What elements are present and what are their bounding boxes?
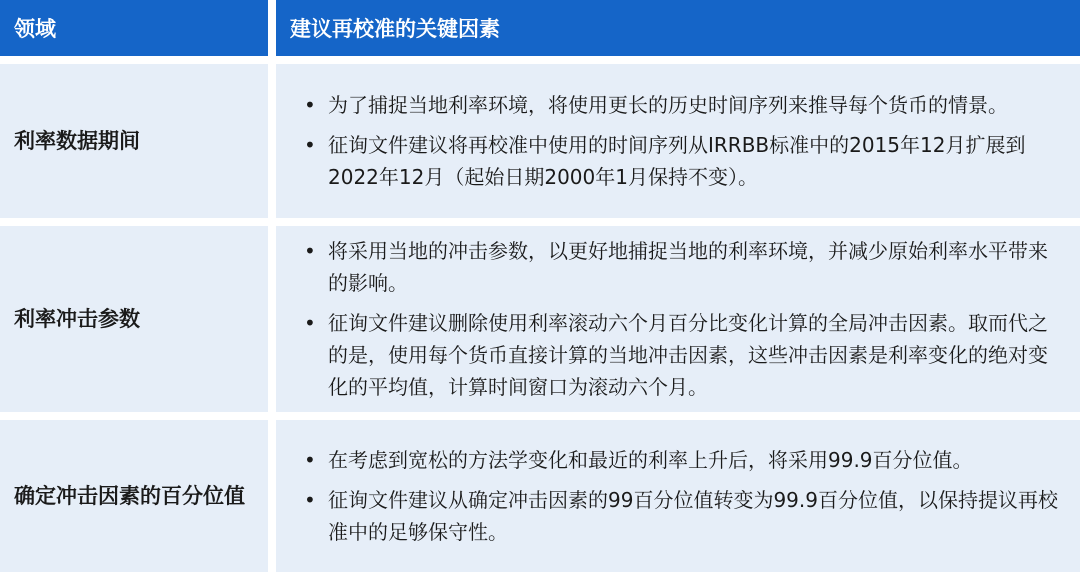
bullet-text: 征询文件建议从确定冲击因素的99百分位值转变为99.9百分位值，以保持提议再校准中的足够保守性。 xyxy=(328,488,1058,544)
bullet-text: 征询文件建议将再校准中使用的时间序列从IRRBB标准中的2015年12月扩展到2022年12月（起始日期2000年1月保持不变）。 xyxy=(328,133,1026,189)
bullet-text: 征询文件建议删除使用利率滚动六个月百分比变化计算的全局冲击因素。取而代之的是，使用每个货币直接计算的当地冲击因素，这些冲击因素是利率变化的绝对变化的平均值，计算时间窗口为滚动六个月。 xyxy=(328,311,1048,399)
row-2-area xyxy=(0,226,268,412)
bullet-list xyxy=(294,235,1062,403)
row-area-label: 利率数据期间 xyxy=(14,128,140,153)
bullet-icon: • xyxy=(304,311,316,335)
bullet-icon: • xyxy=(304,239,316,263)
bullet-icon: • xyxy=(304,133,316,157)
list-item xyxy=(294,129,1062,193)
bullet-list xyxy=(294,89,1062,193)
header-area xyxy=(0,0,268,56)
list-item xyxy=(294,444,1062,476)
header-area-label: 领域 xyxy=(14,17,56,41)
row-2-points xyxy=(276,226,1080,412)
bullet-text: 为了捕捉当地利率环境，将使用更长的历史时间序列来推导每个货币的情景。 xyxy=(328,93,1008,117)
list-item xyxy=(294,307,1062,403)
bullet-text: 将采用当地的冲击参数，以更好地捕捉当地的利率环境，并减少原始利率水平带来的影响。 xyxy=(328,239,1048,295)
bullet-icon: • xyxy=(304,448,316,472)
header-factors xyxy=(276,0,1080,56)
row-1-area xyxy=(0,64,268,218)
bullet-icon: • xyxy=(304,93,316,117)
bullet-icon: • xyxy=(304,488,316,512)
row-area-label: 利率冲击参数 xyxy=(14,306,140,331)
list-item xyxy=(294,235,1062,299)
bullet-text: 在考虑到宽松的方法学变化和最近的利率上升后，将采用99.9百分位值。 xyxy=(328,448,973,472)
row-area-label: 确定冲击因素的百分位值 xyxy=(14,483,245,508)
row-3-points xyxy=(276,420,1080,572)
header-factors-label: 建议再校准的关键因素 xyxy=(290,17,500,41)
row-3-area xyxy=(0,420,268,572)
row-1-points xyxy=(276,64,1080,218)
list-item xyxy=(294,484,1062,548)
list-item xyxy=(294,89,1062,121)
bullet-list xyxy=(294,444,1062,548)
